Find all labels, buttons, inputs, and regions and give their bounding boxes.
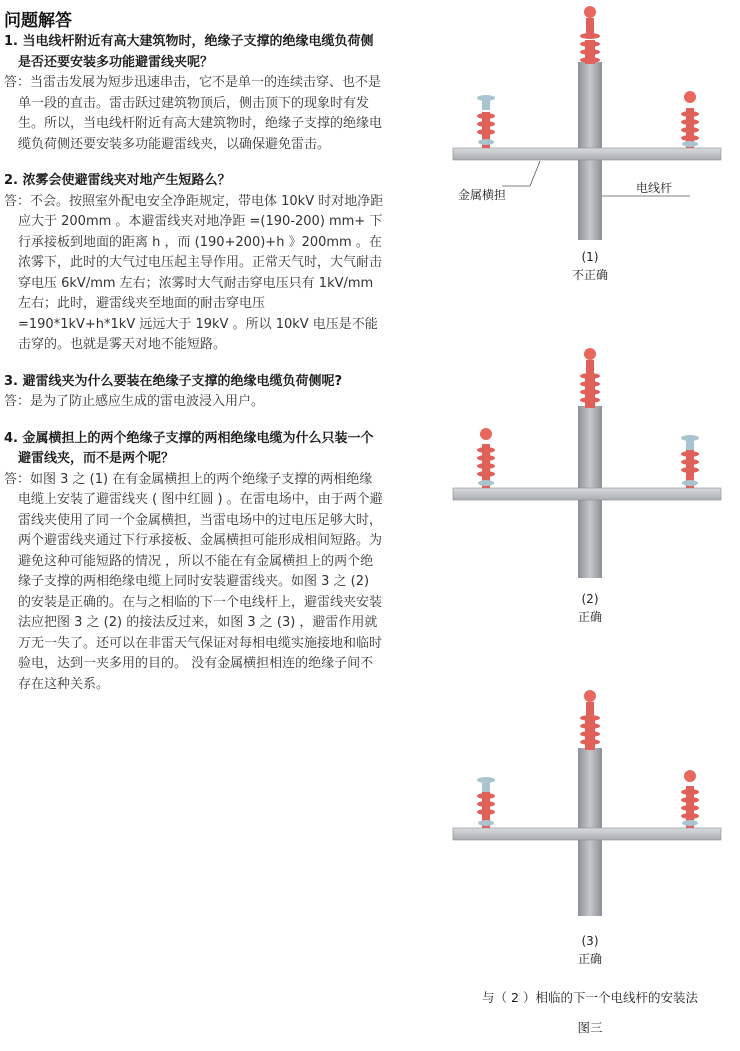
insulator-right xyxy=(681,435,699,488)
cross-arm xyxy=(453,148,721,160)
insulator-right xyxy=(681,770,699,828)
lightning-clamp-ball xyxy=(480,428,492,440)
figure-2-caption xyxy=(440,590,740,626)
qa-column xyxy=(4,30,384,695)
lightning-clamp-ball xyxy=(584,348,596,360)
figure-3-number: (3) xyxy=(581,934,599,948)
figure-1-diagram xyxy=(440,0,740,240)
answer-2: 答：不会。按照室外配电安全净距规定，带电体 10kV 时对地净距应大于 200mm 。本避雷线夹对地净距 =(190-200) mm+ 下行承接板到地面的距离 h ，而 (190+200)+h 》200mm 。在浓雾下，此时的大气过电压起主导作用。正常天气时，大气耐击穿电压 6kV/mm 左右；浓雾时大气耐击穿电压只有 1kV/mm 左右；此时，避雷线夹至地面的耐击穿电压 =190*1kV+h*1kV 远远大于 19kV 。所以 10kV 电压是不能击穿的。也就是雾天对地不能短路。 xyxy=(4,193,384,352)
answer-4: 答：如图 3 之 (1) 在有金属横担上的两个绝缘子支撑的两相绝缘电缆上安装了避雷线夹 ( 图中红圆 ) 。在雷电场中，由于两个避雷线夹使用了同一个金属横担，当雷电场中的过电压足够大时，两个避雷线夹通过下行承接板、金属横担可能形成相间短路。为避免这种可能短路的情况 ，所以不能在有金属横担上的两个绝缘子支撑的两相绝缘电缆上同时安装避雷线夹。如图 3 之 (2) 的安装是正确的。在与之相临的下一个电线杆上，避雷线夹安装法应把图 3 之 (2) 的接法反过来，如图 3 之 (3) ，避雷作用就万无一失了。还可以在非雷天气保证对每相电缆实施接地和临时验电，达到一夹多用的目的。 没有金属横担相连的绝缘子间不存在这种关系。 xyxy=(4,471,383,692)
figure-1-verdict: 不正确 xyxy=(571,268,608,282)
insulator-top xyxy=(580,690,600,750)
question-1: 1. 当电线杆附近有高大建筑物时，绝缘子支撑的绝缘电缆负荷侧是否还要安装多功能避雷线夹呢？ xyxy=(4,34,374,70)
figure-3-verdict: 正确 xyxy=(577,952,602,966)
answer-3: 答：是为了防止感应生成的雷电波浸入用户。 xyxy=(4,394,265,409)
label-cross-arm: 金属横担 xyxy=(458,188,507,202)
lightning-clamp-ball xyxy=(684,91,696,103)
insulator-right xyxy=(681,91,699,148)
figure-2-verdict: 正确 xyxy=(577,610,602,624)
page-heading: 问题解答 xyxy=(4,11,72,31)
figure-1-number: (1) xyxy=(581,250,599,264)
figure-3-diagram xyxy=(440,680,740,920)
cross-arm xyxy=(453,488,721,500)
figure-1-caption xyxy=(440,248,740,284)
lightning-clamp-ball xyxy=(684,770,696,782)
answer-1: 答：当雷击发展为短步迅速串击，它不是单一的连续击穿、也不是单一段的直击。雷击跃过建筑物顶后，侧击顶下的现象时有发生。所以，当电线杆附近有高大建筑物时，绝缘子支撑的绝缘电缆负荷侧还要安装多功能避雷线夹，以确保避免雷击。 xyxy=(4,75,383,152)
figure-2-diagram xyxy=(440,338,740,578)
question-4: 4. 金属横担上的两个绝缘子支撑的两相绝缘电缆为什么只装一个避雷线夹，而不是两个呢？ xyxy=(4,430,374,466)
question-2: 2. 浓雾会使避雷线夹对地产生短路么？ xyxy=(4,173,231,188)
label-pole: 电线杆 xyxy=(636,181,673,195)
question-3: 3. 避雷线夹为什么要装在绝缘子支撑的绝缘电缆负荷侧呢? xyxy=(4,373,343,389)
insulator-top xyxy=(580,348,600,408)
insulator-left xyxy=(477,777,495,828)
figure-description: 与（ 2 ）相临的下一个电线杆的安装法 xyxy=(482,990,698,1005)
insulator-left xyxy=(477,428,495,488)
lightning-clamp-ball xyxy=(584,6,596,18)
insulator-left xyxy=(477,95,495,148)
figure-2-number: (2) xyxy=(581,592,599,606)
figure-title: 图三 xyxy=(577,1020,603,1035)
figure-3-caption xyxy=(440,932,740,968)
lightning-clamp-ball xyxy=(584,690,596,702)
cross-arm xyxy=(453,828,721,840)
insulator-top xyxy=(580,6,600,64)
